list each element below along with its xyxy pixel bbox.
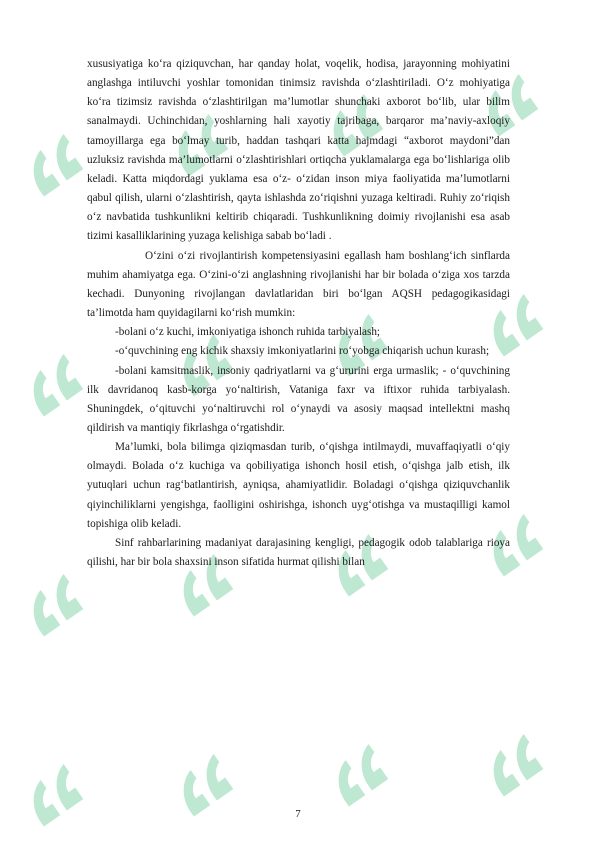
paragraph-1: xususiyatiga ko‘ra qiziquvchan, har qanday holat, voqelik, hodisa, jarayonning mohiyatini anglashga intiluvchi yoshlar tomonidan tinimsiz ravishda o‘zlashtiriladi. O‘z mohiyatiga ko‘ra tizimsiz ravishda o‘zlashtirilgan ma’lumotlar shunchaki axborot bo‘lib, ular bilim sanalmaydi. Uchinchidan, yoshlarning hali xayotiy tajribaga, barqaror ma’naviy-axloqiy tamoyillarga ega bo‘lmay turib, haddan tashqari katta hajmdagi “axborot maydoni”dan uzluksiz ravishda ma’lumotlarni o‘zlashtirishlari ortiqcha yuklamalarga ega bo‘lishlariga olib keladi. Katta miqdordagi yuklama esa o‘z- o‘zidan inson miya faoliyatida ma’lumotlarni qabul qilish, ularni o‘zlashtirish, qayta ishlashda zo‘riqishni yuzaga keltiradi. Ruhiy zo‘riqish o‘z navbatida tushkunlikni keltirib chiqaradi. Tushkunlikning doimiy rivojlanishi esa asab tizimi kasalliklarining yuzaga kelishiga sabab bo‘ladi . — [87, 58, 510, 243]
body-text — [87, 55, 510, 572]
list-item: -bolani o‘z kuchi, imkoniyatiga ishonch ruhida tarbiyalash; — [115, 326, 381, 339]
paragraph-3: Ma’lumki, bola bilimga qiziqmasdan turib, o‘qishga intilmaydi, muvaffaqiyatli o‘qiy olmaydi. Bolada o‘z kuchiga va qobiliyatiga ishonch hosil etish, o‘qishga jalb etish, ilk yutuqlari uchun rag‘batlantirish, ayniqsa, ahamiyatlidir. Boladagi o‘qishga qiziquvchanlik qiyinchiliklarni yengishga, faolligini oshirishga, ishonch uyg‘otishga va mustaqilligi kamol topishiga olib keladi. — [87, 441, 510, 530]
page-number: 7 — [295, 808, 301, 820]
list-item: -bolani kamsitmaslik, insoniy qadriyatlarni va g‘ururini erga urmaslik; - o‘quvchining ilk davridanoq kasb-korga yo‘naltirish, Vataniga faxr va iftixor ruhida tarbiyalash. Shuningdek, o‘qituvchi yo‘naltiruvchi rol o‘ynaydi va asosiy maqsad intellektni mashq qildirish va mantiqiy fikrlashga o‘rgatishdir. — [87, 364, 510, 434]
list-item: -o‘quvchining eng kichik shaxsiy imkoniyatlarini ro‘yobga chiqarish uchun kurash; — [115, 345, 490, 358]
paragraph-4: Sinf rahbarlarining madaniyat darajasining kengligi, pedagogik odob talablariga rioya qilishi, har bir bola shaxsini inson sifatida hurmat qilishi bilan — [87, 536, 510, 569]
paragraph-2: O‘zini o‘zi rivojlantirish kompetensiyasini egallash ham boshlang‘ich sinflarda muhim ahamiyatga ega. O‘zini-o‘zi anglashning rivojlanishi har bir bolada o‘ziga xos tarzda kechadi. Dunyoning rivojlangan davlatlaridan biri bo‘lgan AQSH pedagogikasidagi ta’limotda ham quyidagilarni ko‘rish mumkin: — [87, 249, 510, 320]
